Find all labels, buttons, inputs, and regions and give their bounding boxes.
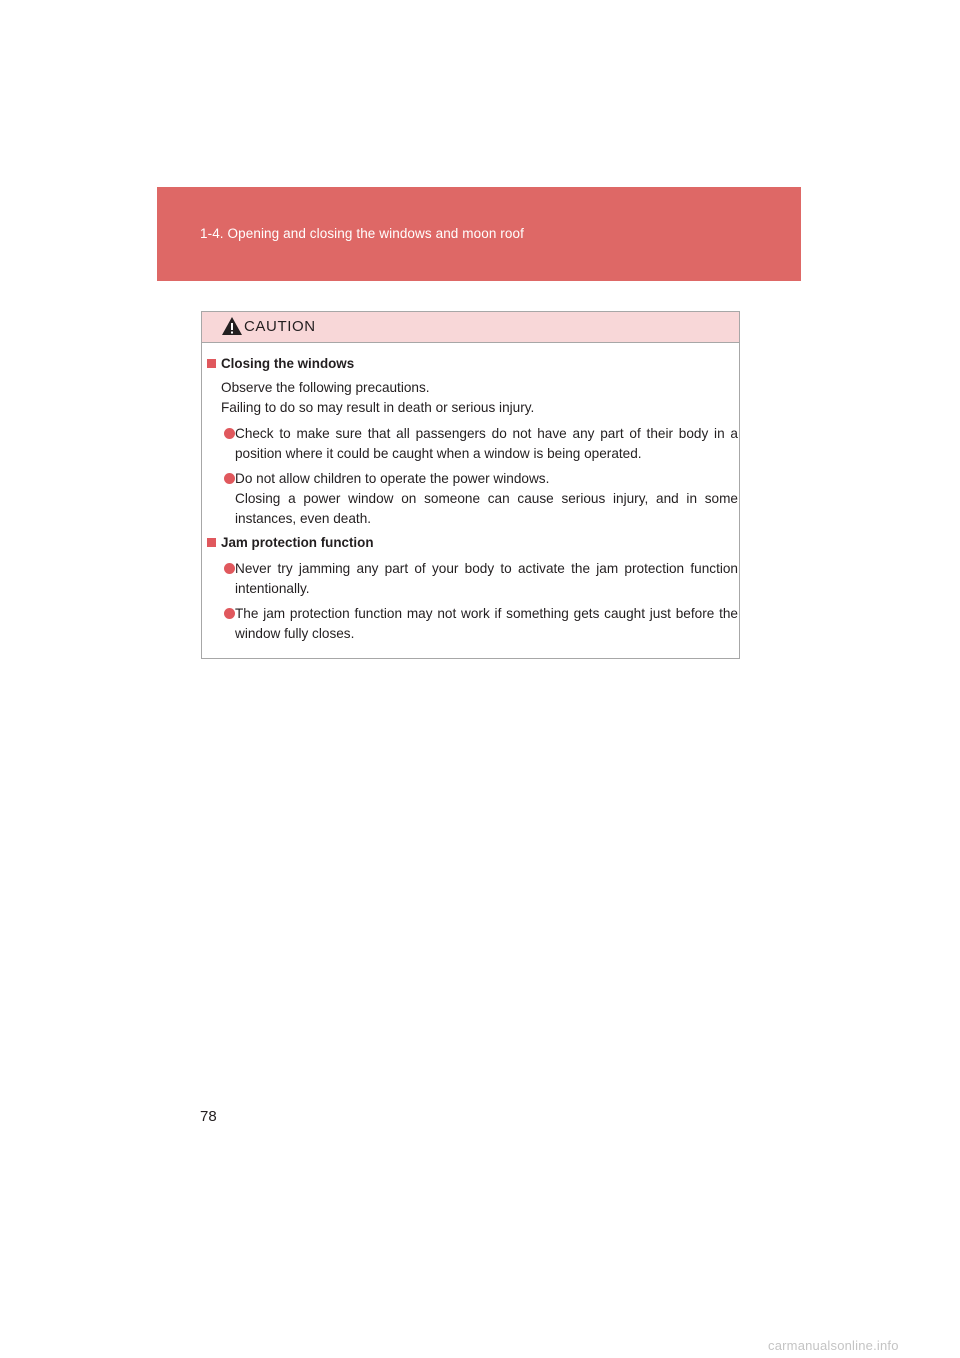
caution-label: CAUTION [244,318,316,335]
square-bullet-icon [207,359,216,368]
square-bullet-icon [207,538,216,547]
round-bullet-icon [224,608,235,619]
watermark: carmanualsonline.info [768,1338,899,1353]
intro-line: Observe the following precautions. [221,380,430,395]
caution-header [202,312,739,343]
list-item: Check to make sure that all passengers do not have any part of their body in a position where it could be caught when a window is being operated. [224,424,738,464]
round-bullet-icon [224,428,235,439]
chapter-header-band [157,187,801,281]
list-item: The jam protection function may not work if something gets caught just before the window fully closes. [224,604,738,644]
page-number: 78 [200,1108,217,1125]
round-bullet-icon [224,563,235,574]
list-item: Never try jamming any part of your body to activate the jam protection function intentionally. [224,559,738,599]
section-heading-jam-protection: Jam protection function [207,533,374,553]
list-item: Do not allow children to operate the power windows. Closing a power window on someone can cause serious injury, and in some instances, even death. [224,469,738,529]
section-title: 1-4. Opening and closing the windows and moon roof [200,226,524,241]
warning-triangle-icon [221,316,243,336]
round-bullet-icon [224,473,235,484]
intro-line: Failing to do so may result in death or serious injury. [221,400,535,415]
section-heading-closing-windows: Closing the windows [207,354,354,374]
caution-box [201,311,740,659]
